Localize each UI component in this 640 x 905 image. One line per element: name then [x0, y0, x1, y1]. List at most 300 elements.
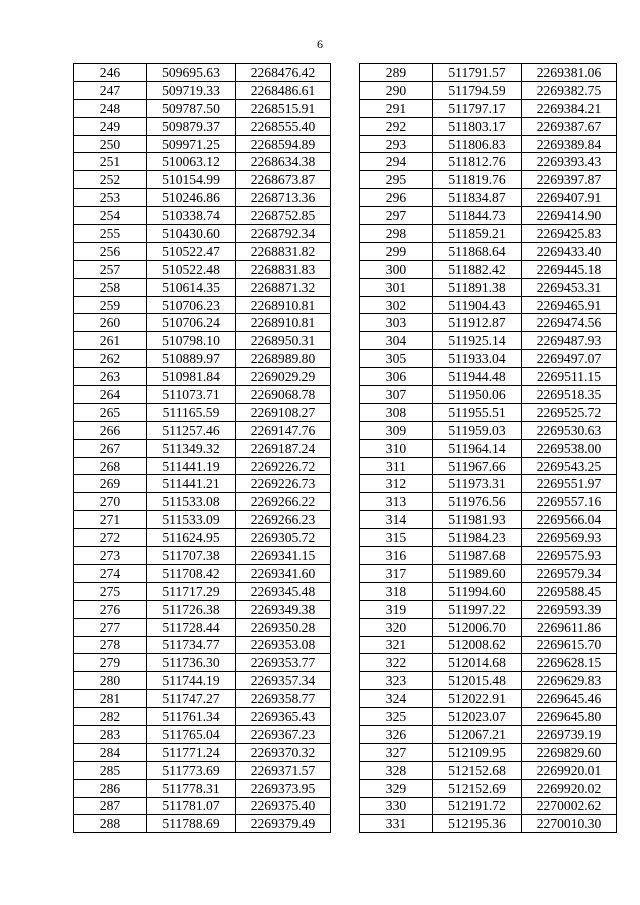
- table-row: [74, 475, 331, 493]
- y-coordinate-cell: 2269920.01: [522, 761, 617, 779]
- x-coordinate-cell: 511165.59: [147, 403, 236, 421]
- point-number-cell: 310: [360, 439, 433, 457]
- table-row: [74, 547, 331, 565]
- y-coordinate-cell: 2269370.32: [236, 743, 331, 761]
- point-number-cell: 264: [74, 386, 147, 404]
- table-row: [360, 797, 617, 815]
- point-number-cell: 322: [360, 654, 433, 672]
- y-coordinate-cell: 2268486.61: [236, 81, 331, 99]
- x-coordinate-cell: 511955.51: [433, 403, 522, 421]
- y-coordinate-cell: 2270010.30: [522, 815, 617, 833]
- x-coordinate-cell: 511073.71: [147, 386, 236, 404]
- table-row: [360, 475, 617, 493]
- y-coordinate-cell: 2269579.34: [522, 564, 617, 582]
- table-row: [360, 439, 617, 457]
- y-coordinate-cell: 2269611.86: [522, 618, 617, 636]
- x-coordinate-cell: 512067.21: [433, 725, 522, 743]
- x-coordinate-cell: 511933.04: [433, 350, 522, 368]
- y-coordinate-cell: 2268910.81: [236, 296, 331, 314]
- point-number-cell: 246: [74, 64, 147, 82]
- x-coordinate-cell: 511747.27: [147, 690, 236, 708]
- point-number-cell: 283: [74, 725, 147, 743]
- x-coordinate-cell: 511533.08: [147, 493, 236, 511]
- x-coordinate-cell: 511904.43: [433, 296, 522, 314]
- table-row: [74, 296, 331, 314]
- point-number-cell: 288: [74, 815, 147, 833]
- table-row: [360, 314, 617, 332]
- table-row: [360, 99, 617, 117]
- point-number-cell: 306: [360, 368, 433, 386]
- point-number-cell: 281: [74, 690, 147, 708]
- x-coordinate-cell: 511778.31: [147, 779, 236, 797]
- x-coordinate-cell: 511994.60: [433, 582, 522, 600]
- table-row: [74, 403, 331, 421]
- table-row: [360, 743, 617, 761]
- table-row: [360, 725, 617, 743]
- y-coordinate-cell: 2269557.16: [522, 493, 617, 511]
- x-coordinate-cell: 511812.76: [433, 153, 522, 171]
- point-number-cell: 258: [74, 278, 147, 296]
- point-number-cell: 261: [74, 332, 147, 350]
- y-coordinate-cell: 2269511.15: [522, 368, 617, 386]
- x-coordinate-cell: 511989.60: [433, 564, 522, 582]
- table-row: [360, 332, 617, 350]
- x-coordinate-cell: 511728.44: [147, 618, 236, 636]
- point-number-cell: 325: [360, 708, 433, 726]
- x-coordinate-cell: 511624.95: [147, 529, 236, 547]
- y-coordinate-cell: 2269353.08: [236, 636, 331, 654]
- point-number-cell: 271: [74, 511, 147, 529]
- y-coordinate-cell: 2269384.21: [522, 99, 617, 117]
- x-coordinate-cell: 511844.73: [433, 207, 522, 225]
- x-coordinate-cell: 511976.56: [433, 493, 522, 511]
- point-number-cell: 315: [360, 529, 433, 547]
- table-row: [74, 797, 331, 815]
- point-number-cell: 248: [74, 99, 147, 117]
- table-row: [74, 225, 331, 243]
- x-coordinate-cell: 511925.14: [433, 332, 522, 350]
- x-coordinate-cell: 511806.83: [433, 135, 522, 153]
- point-number-cell: 289: [360, 64, 433, 82]
- x-coordinate-cell: 511533.09: [147, 511, 236, 529]
- y-coordinate-cell: 2269353.77: [236, 654, 331, 672]
- point-number-cell: 329: [360, 779, 433, 797]
- point-number-cell: 268: [74, 457, 147, 475]
- y-coordinate-cell: 2269266.23: [236, 511, 331, 529]
- point-number-cell: 314: [360, 511, 433, 529]
- point-number-cell: 272: [74, 529, 147, 547]
- point-number-cell: 318: [360, 582, 433, 600]
- point-number-cell: 327: [360, 743, 433, 761]
- table-row: [74, 743, 331, 761]
- table-row: [74, 421, 331, 439]
- point-number-cell: 270: [74, 493, 147, 511]
- y-coordinate-cell: 2269350.28: [236, 618, 331, 636]
- y-coordinate-cell: 2268989.80: [236, 350, 331, 368]
- table-row: [74, 600, 331, 618]
- y-coordinate-cell: 2269393.43: [522, 153, 617, 171]
- point-number-cell: 284: [74, 743, 147, 761]
- table-row: [74, 242, 331, 260]
- table-row: [74, 99, 331, 117]
- y-coordinate-cell: 2269108.27: [236, 403, 331, 421]
- x-coordinate-cell: 511964.14: [433, 439, 522, 457]
- coordinates-table-right: [359, 63, 617, 833]
- x-coordinate-cell: 511734.77: [147, 636, 236, 654]
- y-coordinate-cell: 2269345.48: [236, 582, 331, 600]
- y-coordinate-cell: 2269381.06: [522, 64, 617, 82]
- x-coordinate-cell: 511859.21: [433, 225, 522, 243]
- point-number-cell: 252: [74, 171, 147, 189]
- point-number-cell: 319: [360, 600, 433, 618]
- y-coordinate-cell: 2269349.38: [236, 600, 331, 618]
- y-coordinate-cell: 2269357.34: [236, 672, 331, 690]
- x-coordinate-cell: 510154.99: [147, 171, 236, 189]
- table-row: [74, 493, 331, 511]
- x-coordinate-cell: 512022.91: [433, 690, 522, 708]
- table-row: [360, 690, 617, 708]
- point-number-cell: 304: [360, 332, 433, 350]
- y-coordinate-cell: 2269266.22: [236, 493, 331, 511]
- table-row: [360, 260, 617, 278]
- y-coordinate-cell: 2268594.89: [236, 135, 331, 153]
- page-number: 6: [317, 37, 323, 51]
- point-number-cell: 259: [74, 296, 147, 314]
- table-row: [74, 654, 331, 672]
- table-row: [360, 564, 617, 582]
- y-coordinate-cell: 2268831.83: [236, 260, 331, 278]
- table-row: [74, 386, 331, 404]
- table-row: [360, 529, 617, 547]
- point-number-cell: 295: [360, 171, 433, 189]
- x-coordinate-cell: 511791.57: [433, 64, 522, 82]
- table-row: [74, 511, 331, 529]
- y-coordinate-cell: 2269588.45: [522, 582, 617, 600]
- table-row: [74, 582, 331, 600]
- point-number-cell: 331: [360, 815, 433, 833]
- x-coordinate-cell: 511912.87: [433, 314, 522, 332]
- x-coordinate-cell: 511834.87: [433, 189, 522, 207]
- y-coordinate-cell: 2268476.42: [236, 64, 331, 82]
- point-number-cell: 286: [74, 779, 147, 797]
- x-coordinate-cell: 510522.47: [147, 242, 236, 260]
- point-number-cell: 266: [74, 421, 147, 439]
- point-number-cell: 277: [74, 618, 147, 636]
- x-coordinate-cell: 511803.17: [433, 117, 522, 135]
- point-number-cell: 279: [74, 654, 147, 672]
- y-coordinate-cell: 2269645.80: [522, 708, 617, 726]
- y-coordinate-cell: 2268634.38: [236, 153, 331, 171]
- y-coordinate-cell: 2268792.34: [236, 225, 331, 243]
- y-coordinate-cell: 2269387.67: [522, 117, 617, 135]
- y-coordinate-cell: 2269645.46: [522, 690, 617, 708]
- x-coordinate-cell: 510981.84: [147, 368, 236, 386]
- y-coordinate-cell: 2270002.62: [522, 797, 617, 815]
- table-row: [74, 564, 331, 582]
- point-number-cell: 285: [74, 761, 147, 779]
- table-row: [74, 135, 331, 153]
- y-coordinate-cell: 2268752.85: [236, 207, 331, 225]
- y-coordinate-cell: 2269373.95: [236, 779, 331, 797]
- x-coordinate-cell: 510522.48: [147, 260, 236, 278]
- point-number-cell: 292: [360, 117, 433, 135]
- x-coordinate-cell: 509787.50: [147, 99, 236, 117]
- x-coordinate-cell: 511944.48: [433, 368, 522, 386]
- y-coordinate-cell: 2269569.93: [522, 529, 617, 547]
- table-row: [74, 618, 331, 636]
- point-number-cell: 287: [74, 797, 147, 815]
- x-coordinate-cell: 511819.76: [433, 171, 522, 189]
- table-row: [74, 708, 331, 726]
- table-row: [74, 64, 331, 82]
- y-coordinate-cell: 2269397.87: [522, 171, 617, 189]
- table-row: [74, 171, 331, 189]
- point-number-cell: 330: [360, 797, 433, 815]
- x-coordinate-cell: 511781.07: [147, 797, 236, 815]
- y-coordinate-cell: 2269538.00: [522, 439, 617, 457]
- y-coordinate-cell: 2269375.40: [236, 797, 331, 815]
- point-number-cell: 294: [360, 153, 433, 171]
- y-coordinate-cell: 2269187.24: [236, 439, 331, 457]
- point-number-cell: 260: [74, 314, 147, 332]
- point-number-cell: 313: [360, 493, 433, 511]
- y-coordinate-cell: 2269566.04: [522, 511, 617, 529]
- table-row: [360, 600, 617, 618]
- point-number-cell: 297: [360, 207, 433, 225]
- table-row: [360, 117, 617, 135]
- table-row: [74, 153, 331, 171]
- table-row: [74, 779, 331, 797]
- point-number-cell: 296: [360, 189, 433, 207]
- point-number-cell: 280: [74, 672, 147, 690]
- table-row: [74, 457, 331, 475]
- point-number-cell: 262: [74, 350, 147, 368]
- point-number-cell: 321: [360, 636, 433, 654]
- point-number-cell: 303: [360, 314, 433, 332]
- y-coordinate-cell: 2268831.82: [236, 242, 331, 260]
- table-row: [74, 815, 331, 833]
- table-row: [74, 439, 331, 457]
- x-coordinate-cell: 510063.12: [147, 153, 236, 171]
- point-number-cell: 300: [360, 260, 433, 278]
- table-row: [360, 815, 617, 833]
- x-coordinate-cell: 510798.10: [147, 332, 236, 350]
- y-coordinate-cell: 2269474.56: [522, 314, 617, 332]
- x-coordinate-cell: 510706.23: [147, 296, 236, 314]
- table-row: [74, 332, 331, 350]
- table-row: [360, 708, 617, 726]
- x-coordinate-cell: 511997.22: [433, 600, 522, 618]
- table-row: [360, 403, 617, 421]
- y-coordinate-cell: 2269425.83: [522, 225, 617, 243]
- point-number-cell: 316: [360, 547, 433, 565]
- point-number-cell: 317: [360, 564, 433, 582]
- x-coordinate-cell: 511773.69: [147, 761, 236, 779]
- table-row: [74, 725, 331, 743]
- table-row: [74, 350, 331, 368]
- y-coordinate-cell: 2269341.15: [236, 547, 331, 565]
- table-row: [360, 421, 617, 439]
- point-number-cell: 250: [74, 135, 147, 153]
- point-number-cell: 320: [360, 618, 433, 636]
- y-coordinate-cell: 2268555.40: [236, 117, 331, 135]
- point-number-cell: 275: [74, 582, 147, 600]
- table-row: [74, 529, 331, 547]
- table-row: [74, 672, 331, 690]
- y-coordinate-cell: 2268950.31: [236, 332, 331, 350]
- x-coordinate-cell: 512023.07: [433, 708, 522, 726]
- table-row: [360, 547, 617, 565]
- y-coordinate-cell: 2269530.63: [522, 421, 617, 439]
- x-coordinate-cell: 511744.19: [147, 672, 236, 690]
- y-coordinate-cell: 2269453.31: [522, 278, 617, 296]
- y-coordinate-cell: 2269575.93: [522, 547, 617, 565]
- x-coordinate-cell: 510889.97: [147, 350, 236, 368]
- y-coordinate-cell: 2269543.25: [522, 457, 617, 475]
- table-row: [360, 64, 617, 82]
- x-coordinate-cell: 511736.30: [147, 654, 236, 672]
- x-coordinate-cell: 511708.42: [147, 564, 236, 582]
- table-row: [360, 654, 617, 672]
- point-number-cell: 274: [74, 564, 147, 582]
- point-number-cell: 328: [360, 761, 433, 779]
- x-coordinate-cell: 512015.48: [433, 672, 522, 690]
- table-row: [74, 117, 331, 135]
- point-number-cell: 257: [74, 260, 147, 278]
- y-coordinate-cell: 2269487.93: [522, 332, 617, 350]
- y-coordinate-cell: 2269497.07: [522, 350, 617, 368]
- point-number-cell: 249: [74, 117, 147, 135]
- point-number-cell: 278: [74, 636, 147, 654]
- table-row: [360, 242, 617, 260]
- x-coordinate-cell: 512109.95: [433, 743, 522, 761]
- x-coordinate-cell: 511441.19: [147, 457, 236, 475]
- y-coordinate-cell: 2269920.02: [522, 779, 617, 797]
- table-row: [74, 368, 331, 386]
- x-coordinate-cell: 512008.62: [433, 636, 522, 654]
- table-row: [74, 81, 331, 99]
- x-coordinate-cell: 511794.59: [433, 81, 522, 99]
- point-number-cell: 269: [74, 475, 147, 493]
- y-coordinate-cell: 2269029.29: [236, 368, 331, 386]
- y-coordinate-cell: 2269367.23: [236, 725, 331, 743]
- x-coordinate-cell: 511441.21: [147, 475, 236, 493]
- y-coordinate-cell: 2269226.73: [236, 475, 331, 493]
- point-number-cell: 293: [360, 135, 433, 153]
- y-coordinate-cell: 2268515.91: [236, 99, 331, 117]
- x-coordinate-cell: 511797.17: [433, 99, 522, 117]
- table-row: [360, 493, 617, 511]
- x-coordinate-cell: 511771.24: [147, 743, 236, 761]
- x-coordinate-cell: 511717.29: [147, 582, 236, 600]
- y-coordinate-cell: 2269379.49: [236, 815, 331, 833]
- table-row: [74, 314, 331, 332]
- point-number-cell: 290: [360, 81, 433, 99]
- point-number-cell: 324: [360, 690, 433, 708]
- y-coordinate-cell: 2269382.75: [522, 81, 617, 99]
- table-row: [360, 386, 617, 404]
- x-coordinate-cell: 510246.86: [147, 189, 236, 207]
- point-number-cell: 311: [360, 457, 433, 475]
- table-row: [360, 761, 617, 779]
- y-coordinate-cell: 2269629.83: [522, 672, 617, 690]
- table-row: [360, 779, 617, 797]
- x-coordinate-cell: 512152.68: [433, 761, 522, 779]
- y-coordinate-cell: 2269628.15: [522, 654, 617, 672]
- x-coordinate-cell: 511761.34: [147, 708, 236, 726]
- table-row: [360, 672, 617, 690]
- y-coordinate-cell: 2269389.84: [522, 135, 617, 153]
- y-coordinate-cell: 2269551.97: [522, 475, 617, 493]
- table-row: [360, 81, 617, 99]
- x-coordinate-cell: 512152.69: [433, 779, 522, 797]
- table-row: [360, 207, 617, 225]
- point-number-cell: 282: [74, 708, 147, 726]
- point-number-cell: 326: [360, 725, 433, 743]
- point-number-cell: 267: [74, 439, 147, 457]
- point-number-cell: 247: [74, 81, 147, 99]
- table-row: [360, 171, 617, 189]
- point-number-cell: 299: [360, 242, 433, 260]
- x-coordinate-cell: 511967.66: [433, 457, 522, 475]
- y-coordinate-cell: 2268910.81: [236, 314, 331, 332]
- y-coordinate-cell: 2269739.19: [522, 725, 617, 743]
- y-coordinate-cell: 2269068.78: [236, 386, 331, 404]
- x-coordinate-cell: 509695.63: [147, 64, 236, 82]
- table-row: [360, 296, 617, 314]
- table-row: [74, 761, 331, 779]
- table-row: [360, 457, 617, 475]
- point-number-cell: 305: [360, 350, 433, 368]
- y-coordinate-cell: 2268673.87: [236, 171, 331, 189]
- x-coordinate-cell: 510430.60: [147, 225, 236, 243]
- x-coordinate-cell: 511984.23: [433, 529, 522, 547]
- table-row: [360, 618, 617, 636]
- point-number-cell: 301: [360, 278, 433, 296]
- y-coordinate-cell: 2269445.18: [522, 260, 617, 278]
- x-coordinate-cell: 511981.93: [433, 511, 522, 529]
- point-number-cell: 253: [74, 189, 147, 207]
- y-coordinate-cell: 2269147.76: [236, 421, 331, 439]
- point-number-cell: 276: [74, 600, 147, 618]
- table-row: [74, 207, 331, 225]
- y-coordinate-cell: 2269525.72: [522, 403, 617, 421]
- x-coordinate-cell: 511891.38: [433, 278, 522, 296]
- point-number-cell: 291: [360, 99, 433, 117]
- y-coordinate-cell: 2269465.91: [522, 296, 617, 314]
- coordinates-table-left: [73, 63, 331, 833]
- point-number-cell: 254: [74, 207, 147, 225]
- x-coordinate-cell: 509879.37: [147, 117, 236, 135]
- y-coordinate-cell: 2269593.39: [522, 600, 617, 618]
- point-number-cell: 273: [74, 547, 147, 565]
- y-coordinate-cell: 2268871.32: [236, 278, 331, 296]
- table-row: [74, 636, 331, 654]
- point-number-cell: 298: [360, 225, 433, 243]
- x-coordinate-cell: 510614.35: [147, 278, 236, 296]
- point-number-cell: 323: [360, 672, 433, 690]
- table-row: [360, 278, 617, 296]
- x-coordinate-cell: 511950.06: [433, 386, 522, 404]
- point-number-cell: 256: [74, 242, 147, 260]
- y-coordinate-cell: 2269365.43: [236, 708, 331, 726]
- point-number-cell: 307: [360, 386, 433, 404]
- y-coordinate-cell: 2269518.35: [522, 386, 617, 404]
- point-number-cell: 309: [360, 421, 433, 439]
- x-coordinate-cell: 511987.68: [433, 547, 522, 565]
- x-coordinate-cell: 511959.03: [433, 421, 522, 439]
- x-coordinate-cell: 511726.38: [147, 600, 236, 618]
